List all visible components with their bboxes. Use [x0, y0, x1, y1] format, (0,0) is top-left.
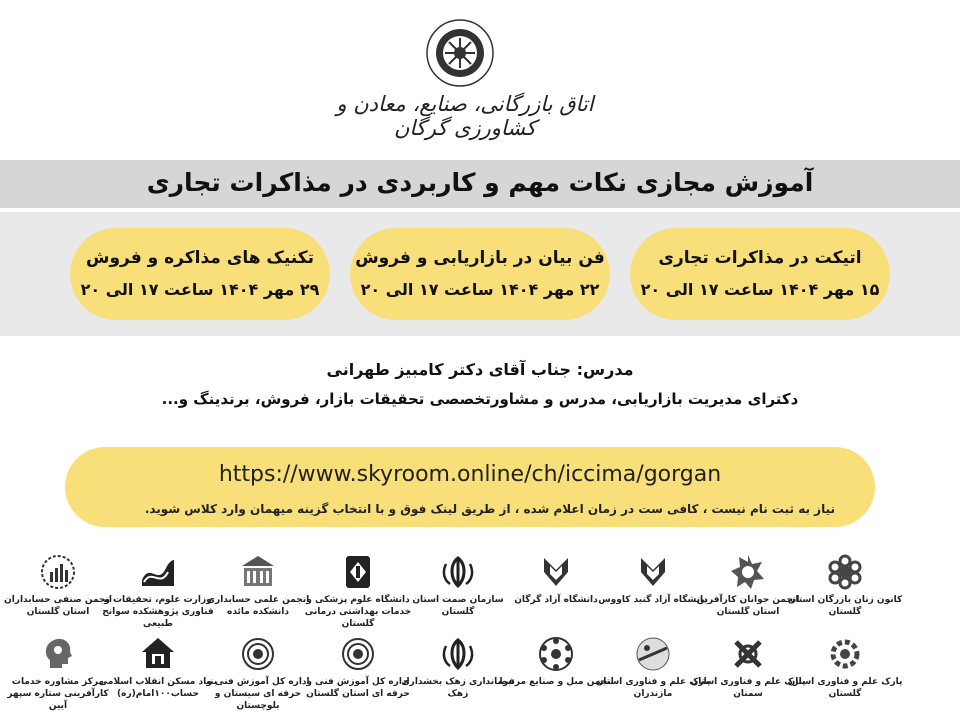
- rosette-icon: [728, 552, 768, 592]
- sponsor-item: [0, 634, 118, 712]
- sponsor-item: [0, 552, 118, 618]
- park-icon: [633, 634, 673, 674]
- teacher-description: دکترای مدیریت بازاریابی، مدرس و مشاورتخصصی تحقیقات بازار، فروش، برندینگ و...: [161, 390, 799, 408]
- org-name: اتاق بازرگانی، صنایع، معادن و کشاورزی گرگان: [336, 92, 594, 140]
- session-card: [630, 228, 890, 320]
- session-date: ۲۲ مهر ۱۴۰۴ ساعت ۱۷ الی ۲۰: [360, 280, 600, 299]
- chamber-logo-icon: [425, 18, 495, 88]
- circle-bars-icon: [38, 552, 78, 592]
- link-note: نیاز به ثبت نام نیست ، کافی ست در زمان اعلام شده ، از طریق لینک فوق و با انتخاب گزینه میهمان وارد کلاس شوید.: [144, 502, 835, 516]
- people-circle-icon: [536, 634, 576, 674]
- knot-icon: [728, 634, 768, 674]
- sponsor-name: سازمان صمت استان گلستان: [412, 595, 504, 617]
- building-icon: [238, 552, 278, 592]
- tvto-icon: [338, 634, 378, 674]
- session-title: اتیکت در مذاکرات تجاری: [658, 248, 862, 268]
- teacher-name: مدرس: جناب آقای دکتر کامبیز طهرانی: [326, 360, 634, 379]
- azad-university-icon: [633, 552, 673, 592]
- iran-emblem-icon: [438, 552, 478, 592]
- head-icon: [38, 634, 78, 674]
- gear-icon: [825, 634, 865, 674]
- session-date: ۲۹ مهر ۱۴۰۴ ساعت ۱۷ الی ۲۰: [80, 280, 320, 299]
- sponsor-name: فرمانداری زهک بخشداری زهک: [401, 677, 515, 699]
- iran-emblem-icon: [438, 634, 478, 674]
- header: [0, 8, 960, 158]
- session-card: [350, 228, 610, 320]
- sponsor-name: انجمن علمی حسابداری دانشکده مائده: [206, 595, 310, 617]
- session-title: تکنیک های مذاکره و فروش: [86, 248, 314, 268]
- sponsor-name: انجمن جوانان کارآفرین استان گلستان: [696, 595, 800, 617]
- tvto-icon: [238, 634, 278, 674]
- sponsors-grid: [0, 548, 960, 720]
- wave-icon: [138, 552, 178, 592]
- session-card: [70, 228, 330, 320]
- class-link[interactable]: https://www.skyroom.online/ch/iccima/gorgan: [218, 462, 722, 487]
- azad-university-icon: [536, 552, 576, 592]
- sponsor-name: کانون زنان بازرگان استان گلستان: [787, 595, 903, 617]
- sponsor-name: مرکز مشاوره خدمات کارآفرینی ستاره سپهر آیین: [7, 677, 109, 711]
- medical-university-icon: [338, 552, 378, 592]
- sponsor-name: اداره کل آموزش فنی و حرفه ای استان گلستان: [306, 677, 410, 699]
- sponsor-name: پارک علم و فناوری استان گلستان: [787, 677, 903, 699]
- house-icon: [138, 634, 178, 674]
- session-date: ۱۵ مهر ۱۴۰۴ ساعت ۱۷ الی ۲۰: [640, 280, 880, 299]
- sponsor-name: پارک علم و فناوری استان مازندران: [595, 677, 711, 699]
- sponsor-name: وزارت علوم، تحقیقات و فناوری پژوهشکده سوانح طبیعی: [102, 595, 214, 629]
- sponsor-name: دانشگاه علوم پزشکی و خدمات بهداشتی درمانی گلستان: [304, 595, 412, 629]
- page-title: آموزش مجازی نکات مهم و کاربردی در مذاکرات تجاری: [146, 168, 814, 197]
- sponsor-name: بنیاد مسکن انقلاب اسلامی حساب۱۰۰امام(ره): [98, 677, 218, 699]
- flower-icon: [825, 552, 865, 592]
- sponsor-name: انجمن مبل و صنایع مرتبط: [498, 677, 614, 687]
- session-title: فن بیان در بازاریابی و فروش: [355, 248, 605, 268]
- sponsor-name: پارک علم و فناوری استان سمنان: [690, 677, 806, 699]
- sponsor-name: دانشگاه آزاد گرگان: [514, 595, 598, 605]
- sponsor-name: دانشگاه آزاد گنبد کاووس: [598, 595, 708, 605]
- sponsor-name: اداره کل آموزش فنی و حرفه ای سیستان و بلوچستان: [206, 677, 310, 711]
- sponsor-name: انجمن صنفی حسابداران استان گلستان: [4, 595, 112, 617]
